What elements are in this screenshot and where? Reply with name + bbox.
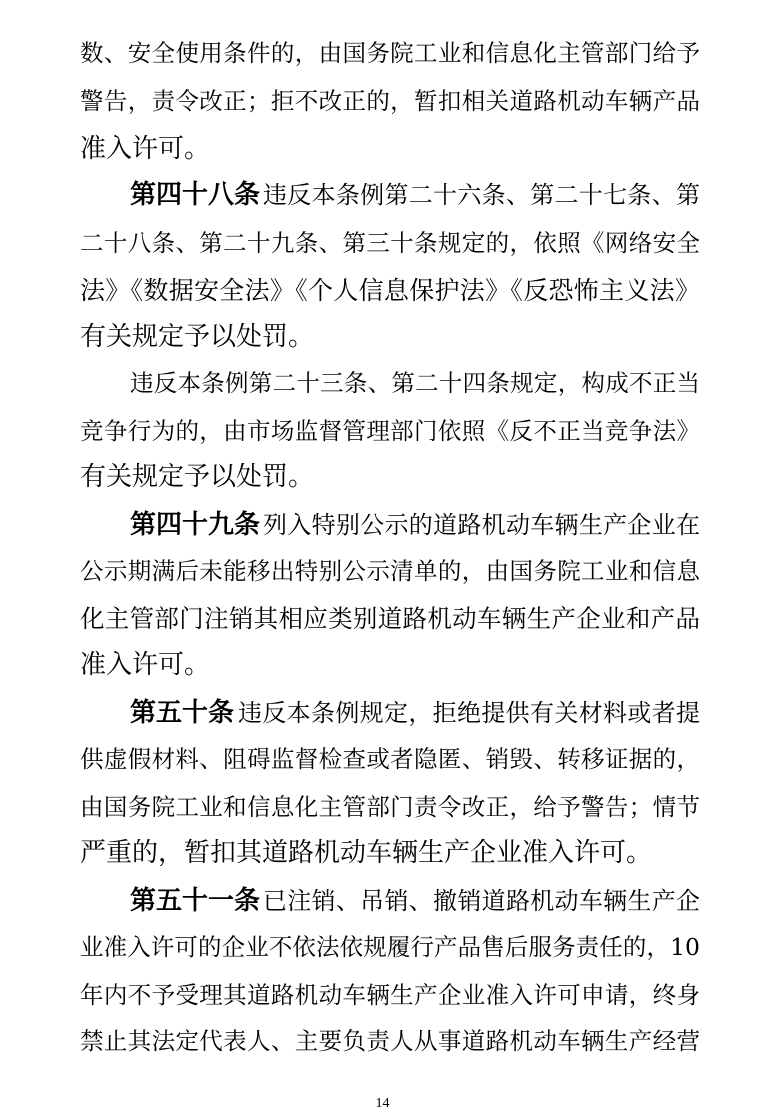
line-text: 数、安全使用条件的，由国务院工业和信息化主管部门给予	[80, 39, 700, 67]
line-text: 公示期满后未能移出特别公示清单的，由国务院工业和信息	[80, 557, 700, 585]
line-text: 化主管部门注销其相应类别道路机动车辆生产企业和产品	[80, 604, 700, 633]
line-text: 违反本条例规定，拒绝提供有关材料或者提	[238, 699, 700, 727]
line-text: 法》《数据安全法》《个人信息保护法》《反恐怖主义法》	[80, 276, 700, 305]
line-text: 准入许可。	[80, 134, 211, 164]
page-number: 14	[375, 1096, 390, 1111]
line-text: 年内不予受理其道路机动车辆生产企业准入许可申请，终身	[80, 981, 700, 1009]
line-text: 禁止其法定代表人、主要负责人从事道路机动车辆生产经营	[80, 1027, 700, 1055]
text-line	[0, 78, 765, 124]
text-line	[0, 924, 765, 970]
article-51-line	[0, 878, 765, 924]
text-line	[0, 360, 765, 406]
line-text: 二十八条、第二十九条、第三十条规定的，依照《网络安全	[80, 229, 700, 257]
text-line	[0, 784, 765, 830]
text-line	[0, 408, 765, 454]
article-49-line	[0, 502, 765, 548]
text-line	[0, 454, 765, 500]
text-line	[0, 220, 765, 266]
line-text: 已注销、吊销、撤销道路机动车辆生产企	[263, 887, 700, 915]
text-line	[0, 1018, 765, 1064]
line-text: 业准入许可的企业不依法依规履行产品售后服务责任的，10	[80, 933, 700, 961]
text-line	[0, 642, 765, 688]
text-line	[0, 596, 765, 642]
text-line	[0, 126, 765, 172]
line-text: 严重的，暂扣其道路机动车辆生产企业准入许可。	[80, 838, 653, 868]
line-text: 有关规定予以处罚。	[80, 462, 315, 492]
article-48-line	[0, 172, 765, 218]
line-text: 由国务院工业和信息化主管部门责令改正，给予警告；情节	[80, 793, 700, 821]
article-50-line	[0, 690, 765, 736]
article-50-heading: 第五十条	[130, 698, 235, 728]
line-text: 违反本条例第二十三条、第二十四条规定，构成不正当	[130, 369, 700, 397]
text-line	[0, 830, 765, 876]
line-text: 供虚假材料、阻碍监督检查或者隐匿、销毁、转移证据的，	[80, 745, 700, 773]
text-line	[0, 30, 765, 76]
line-text: 竞争行为的，由市场监督管理部门依照《反不正当竞争法》	[80, 417, 700, 445]
text-line	[0, 972, 765, 1018]
line-text: 警告，责令改正；拒不改正的，暂扣相关道路机动车辆产品	[80, 87, 700, 115]
article-51-heading: 第五十一条	[130, 886, 261, 916]
text-line	[0, 268, 765, 314]
article-49-heading: 第四十九条	[130, 510, 261, 540]
text-line	[0, 736, 765, 782]
line-text: 违反本条例第二十六条、第二十七条、第	[263, 181, 700, 209]
line-text: 列入特别公示的道路机动车辆生产企业在	[263, 511, 700, 539]
text-line	[0, 548, 765, 594]
text-line	[0, 314, 765, 360]
line-text: 有关规定予以处罚。	[80, 322, 315, 352]
article-48-heading: 第四十八条	[130, 180, 261, 210]
line-text: 准入许可。	[80, 650, 211, 680]
